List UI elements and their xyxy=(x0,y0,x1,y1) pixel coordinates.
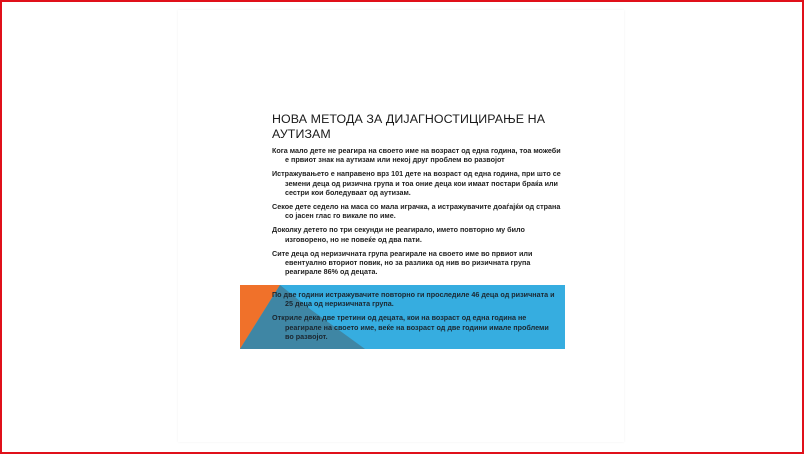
paragraph-1: Кога мало дете не реагира на своето име на возраст од една година, тоа можеби е првиот знак на аутизам или некој друг проблем во развојот xyxy=(272,146,561,165)
paragraph-4: Доколку детето по три секунди не реагирало, името повторно му било изговорено, но не повеќе од два пати. xyxy=(272,225,525,244)
banner-paragraph-1: По две години истражувачите повторно ги проследиле 46 деца од ризичната и 25 деца од неризичната група. xyxy=(272,290,555,309)
paragraph-5: Сите деца од неризичната група реагирале на своето име во првиот или евентуално вториот повик, но за разлика од нив во ризичната група реагирале 86% од децата. xyxy=(272,248,533,277)
banner-text xyxy=(272,290,558,346)
paragraph-2: Истражувањето е направено врз 101 дете на возраст од една година, при што се земени деца од ризична група и тоа оние деца кои имаат постари браќа или сестри кои боледуваат од аутизам. xyxy=(272,169,561,197)
slide-title: НОВА МЕТОДА ЗА ДИЈАГНОСТИЦИРАЊЕ НА АУТИЗАМ xyxy=(272,112,546,141)
paragraph-3: Секое дете седело на маса со мала играчка, а истражувачите доаѓајќи од страна со јасен глас го викале по име. xyxy=(272,202,561,221)
banner-paragraph-2: Откриле дека две третини од децата, кои на возраст од една година не реагирале на своето име, веќе на возраст од две години имале проблеми во развојот. xyxy=(272,313,549,341)
slide-content xyxy=(272,112,564,281)
highlight-banner xyxy=(240,285,565,349)
